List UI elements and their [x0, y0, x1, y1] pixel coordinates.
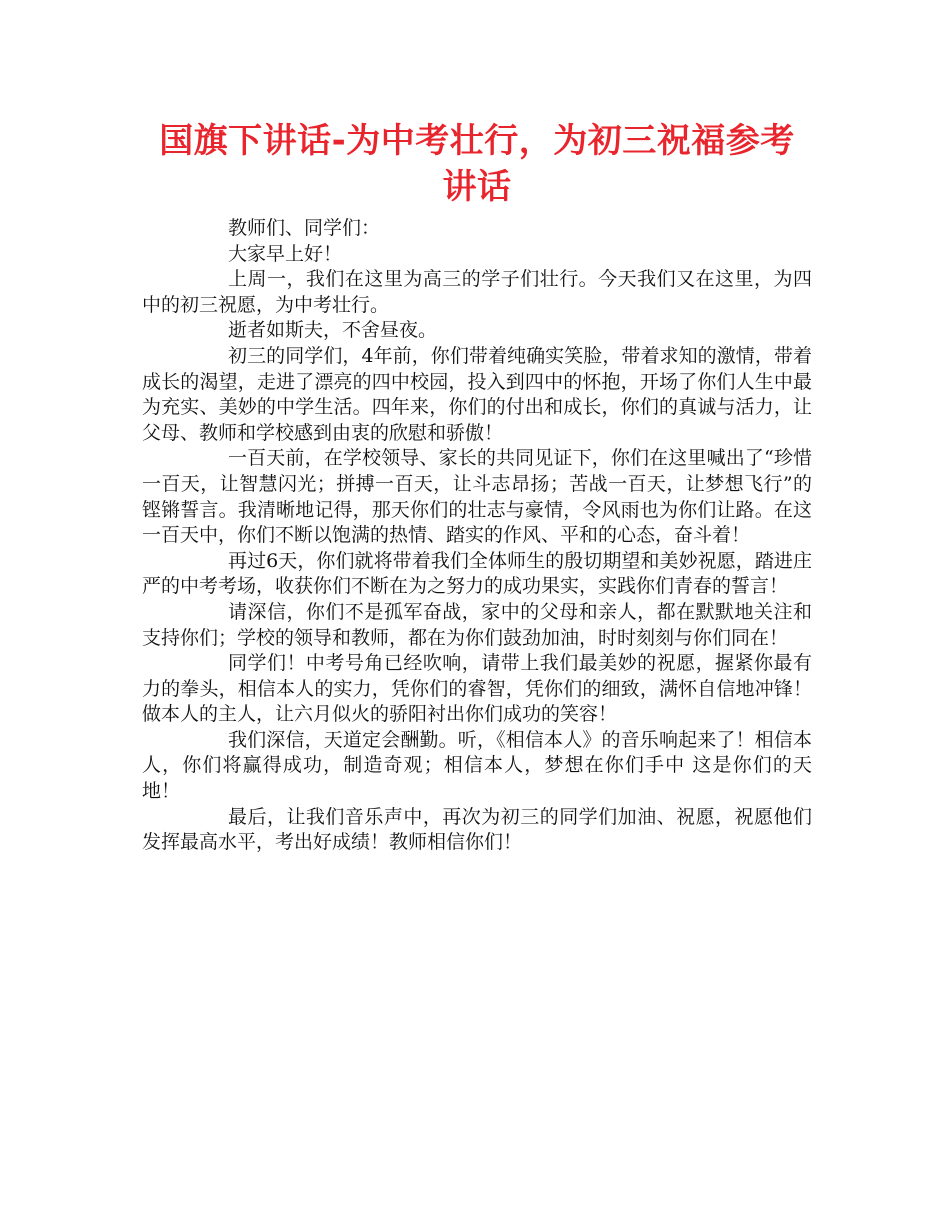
paragraph: 一百天前，在学校领导、家长的共同见证下，你们在这里喊出了“珍惜一百天，让智慧闪光；拼搏一百天，让斗志昂扬；苦战一百天，让梦想飞行”的铿锵誓言。我清晰地记得，那天你们的壮志与豪情，令风雨也为你们让路。在这一百天中，你们不断以饱满的热情、踏实的作风、平和的心态，奋斗着！: [142, 447, 812, 547]
paragraph: 上周一，我们在这里为高三的学子们壮行。今天我们又在这里，为四中的初三祝愿，为中考壮行。: [142, 268, 812, 316]
paragraph: 同学们！中考号角已经吹响，请带上我们最美妙的祝愿，握紧你最有力的拳头，相信本人的实力，凭你们的睿智，凭你们的细致，满怀自信地冲锋！做本人的主人，让六月似火的骄阳衬出你们成功的笑容！: [142, 652, 812, 726]
document-body: [142, 216, 812, 856]
paragraph: 逝者如斯夫，不舍昼夜。: [228, 319, 438, 342]
paragraph-greeting: 教师们、同学们：: [228, 217, 381, 239]
paragraph: 再过6天，你们就将带着我们全体师生的殷切期望和美妙祝愿，踏进庄严的中考考场，收获你们不断在为之努力的成功果实，实践你们青春的誓言！: [142, 549, 812, 598]
document-page: [142, 118, 812, 856]
document-title: 国旗下讲话-为中考壮行，为初三祝福参考讲话: [159, 121, 795, 207]
paragraph: 我们深信，天道定会酬勤。听，《相信本人》的音乐响起来了！相信本人，你们将赢得成功，制造奇观；相信本人，梦想在你们手中 这是你们的天地！: [142, 728, 812, 803]
paragraph-good-morning: 大家早上好！: [228, 242, 343, 265]
paragraph: 请深信，你们不是孤军奋战，家中的父母和亲人，都在默默地关注和支持你们；学校的领导和教师，都在为你们鼓劲加油，时时刻刻与你们同在！: [142, 600, 812, 649]
paragraph-closing: 最后，让我们音乐声中，再次为初三的同学们加油、祝愿，祝愿他们发挥最高水平，考出好成绩！教师相信你们！: [142, 805, 812, 854]
paragraph: 初三的同学们，4年前，你们带着纯确实笑脸，带着求知的激情，带着成长的渴望，走进了漂亮的四中校园，投入到四中的怀抱，开场了你们人生中最为充实、美妙的中学生活。四年来，你们的付出和成长，你们的真诚与活力，让父母、教师和学校感到由衷的欣慰和骄傲！: [142, 344, 812, 444]
